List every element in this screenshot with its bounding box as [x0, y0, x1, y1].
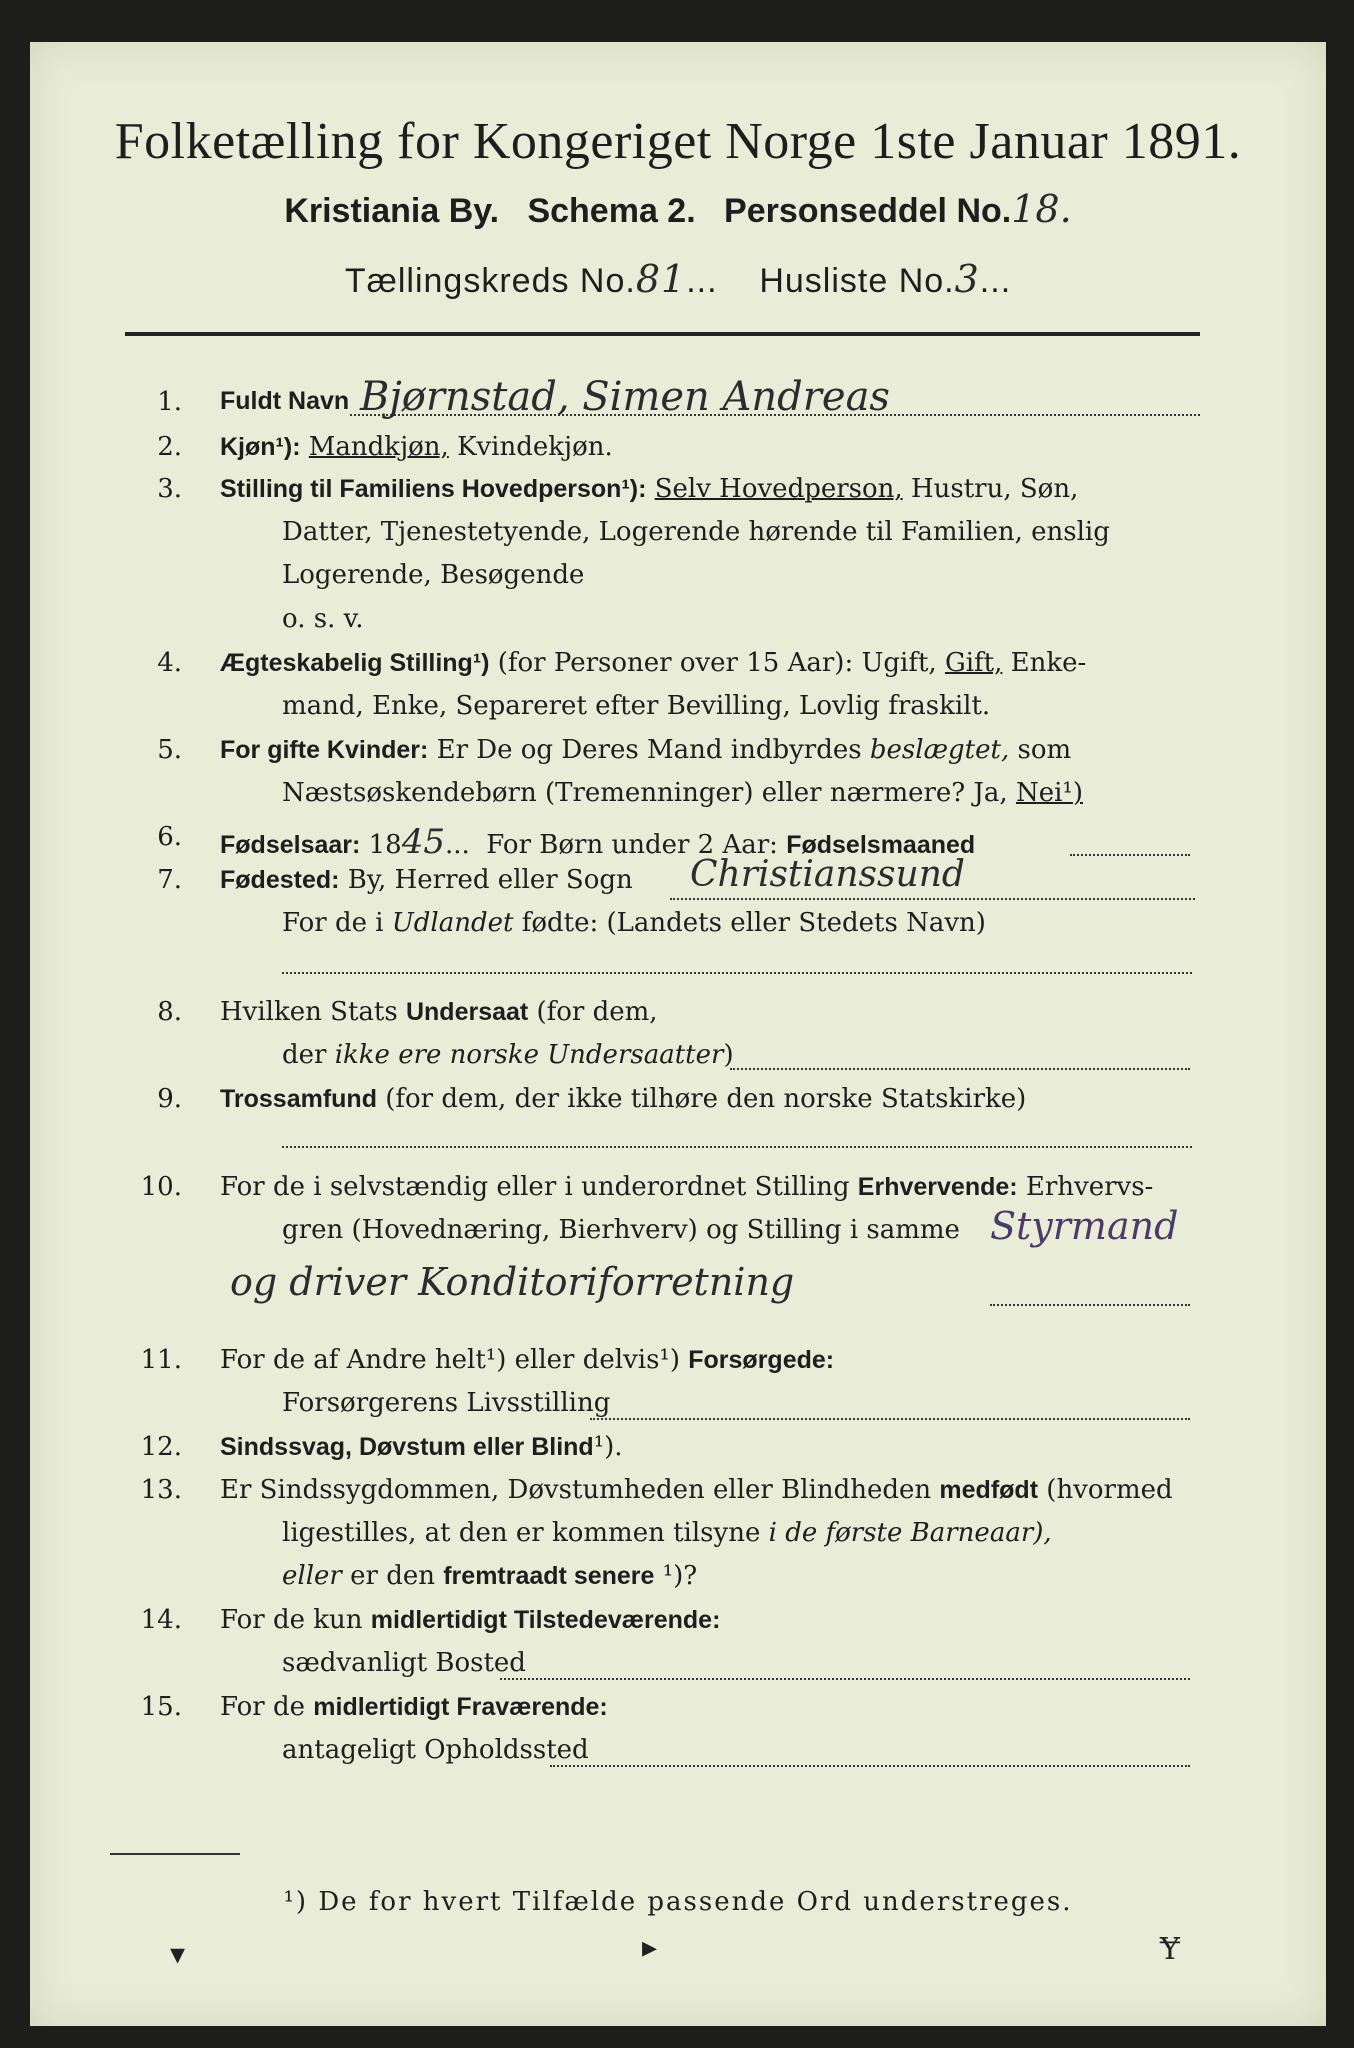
field-15-dots [550, 1765, 1190, 1767]
field-3-number: 3. [157, 474, 182, 504]
field-13-line-2-italic: i de første Barneaar), [768, 1518, 1052, 1548]
field-7-label: Fødested: [220, 866, 340, 894]
field-15-line-2: antageligt Opholdssted [282, 1735, 589, 1765]
husliste-no: 3 [954, 257, 980, 301]
field-7-value: Christianssund [690, 854, 965, 895]
header-line-1 [30, 187, 1326, 231]
field-2-label: Kjøn¹): [220, 433, 301, 461]
field-4-option-selected: Gift, [944, 648, 1003, 678]
field-3-line-2: Datter, Tjenestetyende, Logerende hørende til Familien, enslig [282, 517, 1110, 547]
field-2-option-selected: Mandkjøn, [308, 432, 449, 462]
field-8-line-2-italic: ikke ere norske Undersaatter [334, 1040, 724, 1070]
field-15-number: 15. [140, 1692, 182, 1722]
field-6-text: For Børn under 2 Aar: [486, 830, 778, 860]
field-14-dots [500, 1678, 1190, 1680]
field-1-number: 1. [157, 387, 182, 417]
field-12 [30, 1432, 1326, 1472]
field-3-line-4: o. s. v. [282, 604, 364, 634]
field-15 [30, 1692, 1326, 1732]
field-10-line-2: gren (Hovednæring, Bierhverv) og Stilling i samme [282, 1215, 960, 1245]
field-12-number: 12. [140, 1432, 182, 1462]
field-8 [30, 997, 1326, 1037]
field-15-text: For de [220, 1692, 305, 1722]
field-4 [30, 648, 1326, 688]
field-7-line-2-b: fødte: (Landets eller Stedets Navn) [521, 908, 986, 938]
field-7-dots [670, 898, 1195, 900]
field-8-text: Hvilken Stats [220, 997, 398, 1027]
field-7-text: By, Herred eller Sogn [347, 865, 633, 895]
field-5-question: Næstsøskendebørn (Tremenninger) eller nærmere? Ja, [282, 778, 1008, 808]
kreds-no: 81 [635, 257, 687, 301]
field-8-line-2: der ikke ere norske Undersaatter) [282, 1040, 734, 1070]
field-10-text: For de i selvstændig eller i underordnet Stilling [220, 1172, 850, 1202]
field-11-dots [590, 1418, 1190, 1420]
field-13 [30, 1475, 1326, 1515]
field-13-line-2 [282, 1518, 1052, 1558]
field-3-label: Stilling til Familiens Hovedperson¹): [220, 475, 647, 503]
field-13-number: 13. [140, 1475, 182, 1505]
field-5 [30, 735, 1326, 775]
field-5-label: For gifte Kvinder: [220, 736, 429, 764]
corner-mark-right-icon: Ɏ [1160, 1932, 1180, 1967]
field-7-line-2-a: For de i [282, 908, 384, 938]
field-9-label: Trossamfund [220, 1085, 377, 1113]
field-1-label: Fuldt Navn [220, 387, 350, 415]
field-1-value: Bjørnstad, Simen Andreas [360, 374, 890, 420]
field-13-line-2-a: ligestilles, at den er kommen tilsyne [282, 1518, 761, 1548]
field-9-number: 9. [157, 1084, 182, 1114]
field-11-number: 11. [140, 1345, 182, 1375]
field-10-number: 10. [140, 1172, 182, 1202]
field-4-text: (for Personer over 15 Aar): Ugift, [497, 648, 937, 678]
field-4-label: Ægteskabelig Stilling¹) [220, 649, 490, 677]
field-5-text-2: som [1017, 735, 1072, 765]
field-9 [30, 1084, 1326, 1124]
field-8-line-2-a: der [282, 1040, 327, 1070]
field-8-dots [730, 1068, 1190, 1070]
field-14-text: For de kun [220, 1605, 363, 1635]
corner-mark-center-icon: ▸ [642, 1930, 658, 1965]
field-13-text: Er Sindssygdommen, Døvstumheden eller Blindheden [220, 1475, 932, 1505]
field-6-label: Fødselsaar: [220, 831, 361, 859]
field-3-option-selected: Selv Hovedperson, [654, 474, 903, 504]
field-13-line-3-a: er den [350, 1561, 435, 1591]
field-6-number: 6. [157, 822, 182, 852]
personseddel-label: Personseddel No. [724, 192, 1012, 230]
field-3 [30, 474, 1326, 514]
field-9-dots [282, 1146, 1192, 1148]
field-7-line-2-italic: Udlandet [391, 908, 514, 938]
field-7-dots-2 [282, 972, 1192, 974]
footnote: ¹) De for hvert Tilfælde passende Ord understreges. [283, 1887, 1073, 1917]
footnote-rule [110, 1853, 240, 1855]
kreds-label: Tællingskreds No. [344, 262, 636, 300]
field-10-label: Erhvervende: [857, 1173, 1018, 1201]
field-8-label: Undersaat [405, 998, 529, 1026]
field-11-label: Forsørgede: [688, 1346, 835, 1374]
personseddel-no: 18. [1011, 187, 1072, 231]
header-line-2: Tællingskreds No.81... Husliste No.3... [344, 257, 1012, 301]
city: Kristiania By. [284, 192, 500, 230]
field-2-number: 2. [157, 432, 182, 462]
field-13-line-3-bold: fremtraadt senere [443, 1562, 655, 1590]
field-6-prefix: 18 [368, 830, 402, 860]
field-8-number: 8. [157, 997, 182, 1027]
field-2-option: Kvindekjøn. [457, 432, 613, 462]
field-6-label-2: Fødselsmaaned [786, 831, 976, 859]
field-13-label: medfødt [939, 1476, 1039, 1504]
field-14 [30, 1605, 1326, 1645]
husliste-label: Husliste No. [759, 262, 955, 300]
field-5-line-2 [282, 778, 1083, 818]
field-4-number: 4. [157, 648, 182, 678]
field-10-value-2: og driver Konditoriforretning [230, 1260, 795, 1304]
corner-mark-left-icon: ▾ [170, 1937, 186, 1972]
field-15-label: midlertidigt Fraværende: [313, 1693, 608, 1721]
field-9-text: (for dem, der ikke tilhøre den norske Statskirke) [385, 1084, 1027, 1114]
field-5-option-selected: Nei¹) [1015, 778, 1083, 808]
field-8-text-2: (for dem, [536, 997, 658, 1027]
field-11-line-2: Forsørgerens Livsstilling [282, 1388, 611, 1418]
field-13-line-3-italic: eller [282, 1561, 342, 1591]
header-rule [125, 332, 1200, 336]
field-11-text: For de af Andre helt¹) eller delvis¹) [220, 1345, 680, 1375]
field-4-line-2: mand, Enke, Separeret efter Bevilling, Lovlig fraskilt. [282, 691, 991, 721]
field-14-label: midlertidigt Tilstedeværende: [370, 1606, 721, 1634]
field-3-options: Hustru, Søn, [910, 474, 1079, 504]
field-10-value-1: Styrmand [990, 1204, 1179, 1248]
field-7-number: 7. [157, 865, 182, 895]
form-title: Folketælling for Kongeriget Norge 1ste Januar 1891. [114, 113, 1242, 170]
field-1-dots [350, 414, 1200, 416]
field-14-line-2: sædvanligt Bosted [282, 1648, 526, 1678]
census-form-sheet [30, 42, 1326, 2026]
field-10-dots [990, 1304, 1190, 1306]
field-5-italic: beslægtet, [869, 735, 1010, 765]
field-6-value: 45 [401, 822, 445, 862]
field-13-line-3-c: ¹)? [662, 1561, 698, 1591]
field-14-number: 14. [140, 1605, 182, 1635]
field-5-text: Er De og Deres Mand indbyrdes [436, 735, 862, 765]
field-6-dots [1070, 854, 1190, 856]
field-7-line-2 [282, 908, 986, 948]
field-2 [30, 432, 1326, 472]
field-10-text-2: Erhvervs- [1025, 1172, 1154, 1202]
field-13-line-3 [282, 1561, 697, 1601]
field-13-text-2: (hvormed [1046, 1475, 1173, 1505]
field-12-label: Sindssvag, Døvstum eller Blind [220, 1433, 594, 1461]
field-5-number: 5. [157, 735, 182, 765]
field-6: 6. Fødselsaar: 1845... For Børn under 2 Aar: Fødselsmaaned [30, 822, 1326, 862]
field-12-suffix: ¹). [593, 1432, 623, 1462]
field-4-text-2: Enke- [1010, 648, 1087, 678]
field-3-line-3: Logerende, Besøgende [282, 560, 585, 590]
schema: Schema 2. [527, 192, 696, 230]
field-11 [30, 1345, 1326, 1385]
